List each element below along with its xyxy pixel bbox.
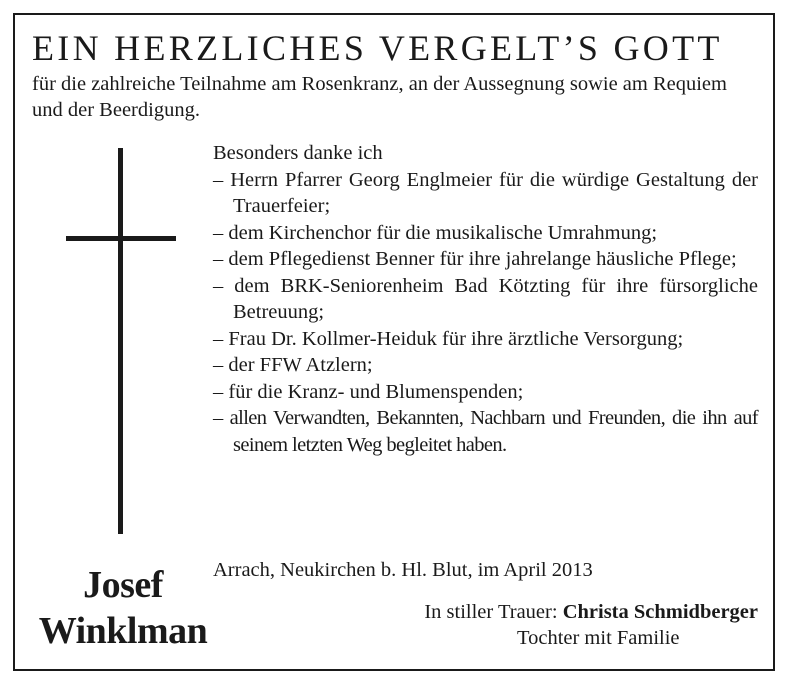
mourner-name: Christa Schmidberger [562,601,758,623]
cross-icon [118,148,123,534]
thanks-item: – für die Kranz- und Blumenspenden; [213,380,524,403]
mourners-prefix: In stiller Trauer: [424,601,558,623]
deceased-last-name: Winklman [38,610,208,652]
thanks-section [213,140,758,458]
thanks-item: – der FFW Atzlern; [213,354,373,376]
thanks-item: – dem Kirchenchor für die musikalische Umrahmung; [213,221,658,244]
thanks-intro: Besonders danke ich [213,142,383,164]
mourners-relation: Tochter mit Familie [517,627,680,649]
thanks-item: – dem Pflegedienst Benner für ihre jahrelange häusliche Pflege; [213,248,737,270]
notice-headline: EIN HERZLICHES VERGELT’S GOTT [32,28,723,68]
place-date: Arrach, Neukirchen b. Hl. Blut, im April 2013 [213,559,593,581]
mourners-line [330,599,758,625]
thanks-item: – allen Verwandten, Bekannten, Nachbarn und Freunden, die ihn auf seinem letzten Weg begleitet haben. [213,407,758,456]
thanks-list [213,167,758,459]
cross-icon-beam [66,236,176,241]
deceased-name [28,562,218,654]
deceased-first-name: Josef [83,564,163,606]
mourners-block [330,599,758,651]
intro-text: für die zahlreiche Teilnahme am Rosenkranz, an der Aussegnung sowie am Requiem und der Beerdigung. [32,73,727,121]
thanks-item: – dem BRK-Seniorenheim Bad Kötzting für ihre fürsorgliche Betreuung; [213,274,758,323]
thanks-item: – Herrn Pfarrer Georg Englmeier für die würdige Gestaltung der Trauerfeier; [213,168,758,217]
thanks-item: – Frau Dr. Kollmer-Heiduk für ihre ärztliche Versorgung; [213,327,684,350]
